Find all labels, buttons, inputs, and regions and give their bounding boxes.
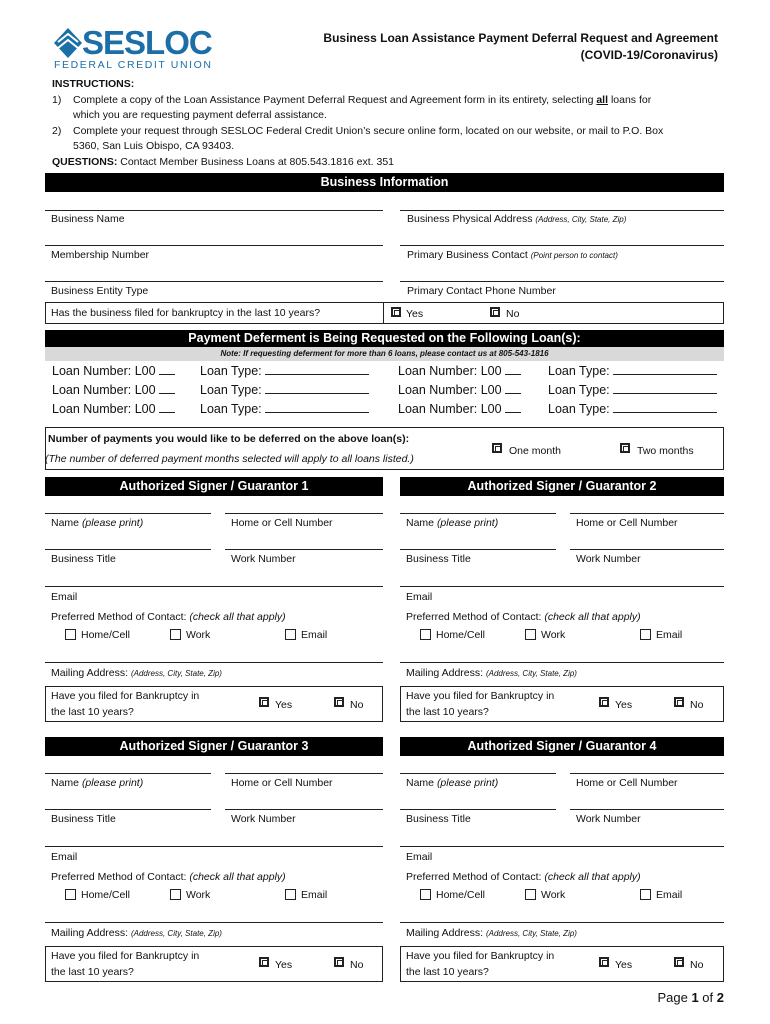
name-field[interactable] xyxy=(45,773,211,774)
business-address-field[interactable] xyxy=(400,210,724,211)
membership-label: Membership Number xyxy=(51,249,150,261)
business-title-label: Business Title xyxy=(51,553,116,565)
work-number-field[interactable] xyxy=(570,549,724,550)
sesloc-logo xyxy=(52,26,212,72)
loan-type-field[interactable] xyxy=(613,374,717,375)
phone-label: Home or Cell Number xyxy=(231,517,333,529)
preferred-contact-label: Preferred Method of Contact: (check all that apply) xyxy=(51,871,286,883)
loan-type-field[interactable] xyxy=(265,393,369,394)
email-checkbox[interactable] xyxy=(285,629,296,640)
preferred-contact-label: Preferred Method of Contact: (check all that apply) xyxy=(406,871,641,883)
email-label: Email xyxy=(301,889,328,901)
entity-type-field[interactable] xyxy=(45,281,383,282)
work-number-label: Work Number xyxy=(231,813,296,825)
instruction-1-cont: which you are requesting payment deferral assistance. xyxy=(73,109,327,121)
no-label: No xyxy=(690,959,704,971)
preferred-contact-label: Preferred Method of Contact: (check all that apply) xyxy=(51,611,286,623)
work-label: Work xyxy=(186,889,211,901)
phone-label: Home or Cell Number xyxy=(576,777,678,789)
email-field[interactable] xyxy=(45,846,383,847)
deferral-question: Number of payments you would like to be deferred on the above loan(s): xyxy=(48,433,410,445)
bankruptcy-question-cont: the last 10 years? xyxy=(51,706,134,718)
bankruptcy-yes-checkbox[interactable] xyxy=(259,697,269,707)
business-title-field[interactable] xyxy=(400,809,556,810)
loan-number-field[interactable] xyxy=(505,374,521,375)
name-label: Name (please print) xyxy=(51,517,144,529)
name-field[interactable] xyxy=(45,513,211,514)
instruction-1: 1) Complete a copy of the Loan Assistance Payment Deferral Request and Agreement form in its entirety, selecting all loans for xyxy=(52,94,652,106)
work-number-field[interactable] xyxy=(225,549,383,550)
loan-number-field[interactable] xyxy=(159,374,175,375)
logo-brand: SESLOC xyxy=(82,24,212,61)
bankruptcy-question: Have you filed for Bankruptcy in xyxy=(51,950,200,962)
mailing-label: Mailing Address: (Address, City, State, Zip) xyxy=(51,927,222,939)
home-cell-checkbox[interactable] xyxy=(420,629,431,640)
email-field[interactable] xyxy=(45,586,383,587)
business-bankruptcy-no-checkbox[interactable] xyxy=(490,307,500,317)
work-number-label: Work Number xyxy=(576,553,641,565)
signer-1-header: Authorized Signer / Guarantor 1 xyxy=(45,477,383,496)
no-label: No xyxy=(350,959,364,971)
loan-number-field[interactable] xyxy=(159,412,175,413)
no-label: No xyxy=(506,308,520,320)
instruction-2-cont: 5360, San Luis Obispo, CA 93403. xyxy=(73,140,235,152)
business-address-label: Business Physical Address (Address, City, State, Zip) xyxy=(407,213,627,225)
mailing-line xyxy=(45,922,383,923)
work-checkbox[interactable] xyxy=(525,889,536,900)
work-checkbox[interactable] xyxy=(170,629,181,640)
signer-4-header: Authorized Signer / Guarantor 4 xyxy=(400,737,724,756)
name-label: Name (please print) xyxy=(406,517,499,529)
bankruptcy-question: Have you filed for Bankruptcy in xyxy=(51,690,200,702)
no-label: No xyxy=(690,699,704,711)
business-title-label: Business Title xyxy=(406,553,471,565)
business-bankruptcy-yes-checkbox[interactable] xyxy=(391,307,401,317)
email-label: Email xyxy=(406,851,433,863)
business-title-field[interactable] xyxy=(400,549,556,550)
mailing-label: Mailing Address: (Address, City, State, Zip) xyxy=(406,927,577,939)
instruction-2: 2) Complete your request through SESLOC Federal Credit Union’s secure online form, located on our website, or mail to P.O. Box xyxy=(52,125,664,137)
email-label: Email xyxy=(51,851,78,863)
work-number-label: Work Number xyxy=(231,553,296,565)
two-months-checkbox[interactable] xyxy=(620,443,630,453)
divider xyxy=(383,302,384,324)
two-months-label: Two months xyxy=(637,445,694,457)
form-subtitle: (COVID-19/Coronavirus) xyxy=(580,48,718,62)
loan-row: Loan Number: L00 xyxy=(398,383,521,397)
work-checkbox[interactable] xyxy=(525,629,536,640)
loans-header: Payment Deferment is Being Requested on the Following Loan(s): xyxy=(45,330,724,347)
bankruptcy-yes-checkbox[interactable] xyxy=(599,697,609,707)
phone-field[interactable] xyxy=(225,773,383,774)
mailing-line xyxy=(400,662,724,663)
bankruptcy-question-cont: the last 10 years? xyxy=(406,966,489,978)
work-number-field[interactable] xyxy=(225,809,383,810)
email-label: Email xyxy=(656,889,683,901)
phone-field[interactable] xyxy=(570,513,724,514)
mailing-line xyxy=(400,922,724,923)
mailing-label: Mailing Address: (Address, City, State, Zip) xyxy=(406,667,577,679)
loan-row: Loan Number: L00 xyxy=(52,364,175,378)
phone-label: Home or Cell Number xyxy=(231,777,333,789)
work-label: Work xyxy=(541,889,566,901)
work-number-label: Work Number xyxy=(576,813,641,825)
bankruptcy-no-checkbox[interactable] xyxy=(674,697,684,707)
email-field[interactable] xyxy=(400,846,724,847)
email-label: Email xyxy=(406,591,433,603)
loan-type-row: Loan Type: xyxy=(200,383,369,397)
signer-2-header: Authorized Signer / Guarantor 2 xyxy=(400,477,724,496)
loan-number-field[interactable] xyxy=(159,393,175,394)
work-checkbox[interactable] xyxy=(170,889,181,900)
work-label: Work xyxy=(541,629,566,641)
home-cell-checkbox[interactable] xyxy=(65,629,76,640)
loan-type-field[interactable] xyxy=(265,374,369,375)
home-cell-label: Home/Cell xyxy=(436,629,486,641)
loan-type-row: Loan Type: xyxy=(200,364,369,378)
bankruptcy-no-checkbox[interactable] xyxy=(334,697,344,707)
contact-phone-label: Primary Contact Phone Number xyxy=(407,285,556,297)
loan-row: Loan Number: L00 xyxy=(52,402,175,416)
email-checkbox[interactable] xyxy=(640,629,651,640)
yes-label: Yes xyxy=(275,959,293,971)
business-title-label: Business Title xyxy=(51,813,116,825)
contact-phone-field[interactable] xyxy=(400,281,724,282)
primary-contact-label: Primary Business Contact (Point person to contact) xyxy=(407,249,618,261)
yes-label: Yes xyxy=(615,699,633,711)
logo-subtitle: FEDERAL CREDIT UNION xyxy=(54,59,213,71)
phone-field[interactable] xyxy=(570,773,724,774)
loan-type-field[interactable] xyxy=(613,412,717,413)
mailing-line xyxy=(45,662,383,663)
loan-row: Loan Number: L00 xyxy=(398,364,521,378)
loan-type-field[interactable] xyxy=(265,412,369,413)
business-title-field[interactable] xyxy=(45,809,211,810)
email-checkbox[interactable] xyxy=(285,889,296,900)
loan-number-field[interactable] xyxy=(505,393,521,394)
business-name-label: Business Name xyxy=(51,213,125,225)
phone-field[interactable] xyxy=(225,513,383,514)
diamond-logo-icon xyxy=(52,26,84,60)
bankruptcy-question: Have you filed for Bankruptcy in xyxy=(406,690,555,702)
one-month-label: One month xyxy=(509,445,561,457)
bankruptcy-yes-checkbox[interactable] xyxy=(599,957,609,967)
membership-field[interactable] xyxy=(45,245,383,246)
no-label: No xyxy=(350,699,364,711)
work-label: Work xyxy=(186,629,211,641)
preferred-contact-label: Preferred Method of Contact: (check all that apply) xyxy=(406,611,641,623)
loan-type-row: Loan Type: xyxy=(548,402,717,416)
bankruptcy-question-cont: the last 10 years? xyxy=(406,706,489,718)
bankruptcy-no-checkbox[interactable] xyxy=(674,957,684,967)
business-title-label: Business Title xyxy=(406,813,471,825)
home-cell-checkbox[interactable] xyxy=(420,889,431,900)
work-number-field[interactable] xyxy=(570,809,724,810)
home-cell-label: Home/Cell xyxy=(81,889,131,901)
business-title-field[interactable] xyxy=(45,549,211,550)
loans-note: Note: If requesting deferment for more than 6 loans, please contact us at 805-543-1816 xyxy=(45,347,724,361)
email-field[interactable] xyxy=(400,586,724,587)
loan-type-row: Loan Type: xyxy=(200,402,369,416)
primary-contact-field[interactable] xyxy=(400,245,724,246)
instructions-heading: INSTRUCTIONS: xyxy=(52,78,135,90)
email-label: Email xyxy=(656,629,683,641)
name-field[interactable] xyxy=(400,773,556,774)
business-bankruptcy-question: Has the business filed for bankruptcy in the last 10 years? xyxy=(51,307,321,319)
business-name-field[interactable] xyxy=(45,210,383,211)
one-month-checkbox[interactable] xyxy=(492,443,502,453)
yes-label: Yes xyxy=(615,959,633,971)
entity-type-label: Business Entity Type xyxy=(51,285,149,297)
name-label: Name (please print) xyxy=(406,777,499,789)
email-label: Email xyxy=(301,629,328,641)
home-cell-checkbox[interactable] xyxy=(65,889,76,900)
bankruptcy-no-checkbox[interactable] xyxy=(334,957,344,967)
deferral-note: (The number of deferred payment months selected will apply to all loans listed.) xyxy=(45,453,414,465)
bankruptcy-question-cont: the last 10 years? xyxy=(51,966,134,978)
home-cell-label: Home/Cell xyxy=(81,629,131,641)
name-label: Name (please print) xyxy=(51,777,144,789)
email-label: Email xyxy=(51,591,78,603)
home-cell-label: Home/Cell xyxy=(436,889,486,901)
bankruptcy-yes-checkbox[interactable] xyxy=(259,957,269,967)
email-checkbox[interactable] xyxy=(640,889,651,900)
page-number: Page 1 of 2 xyxy=(657,990,724,1005)
yes-label: Yes xyxy=(406,308,424,320)
phone-label: Home or Cell Number xyxy=(576,517,678,529)
loan-row: Loan Number: L00 xyxy=(398,402,521,416)
yes-label: Yes xyxy=(275,699,293,711)
loan-type-row: Loan Type: xyxy=(548,383,717,397)
form-title: Business Loan Assistance Payment Deferral Request and Agreement xyxy=(323,31,718,45)
loan-number-field[interactable] xyxy=(505,412,521,413)
loan-type-row: Loan Type: xyxy=(548,364,717,378)
loan-type-field[interactable] xyxy=(613,393,717,394)
name-field[interactable] xyxy=(400,513,556,514)
loan-row: Loan Number: L00 xyxy=(52,383,175,397)
business-info-header: Business Information xyxy=(45,173,724,192)
questions-line: QUESTIONS: Contact Member Business Loans at 805.543.1816 ext. 351 xyxy=(52,156,395,168)
bankruptcy-question: Have you filed for Bankruptcy in xyxy=(406,950,555,962)
mailing-label: Mailing Address: (Address, City, State, Zip) xyxy=(51,667,222,679)
signer-3-header: Authorized Signer / Guarantor 3 xyxy=(45,737,383,756)
